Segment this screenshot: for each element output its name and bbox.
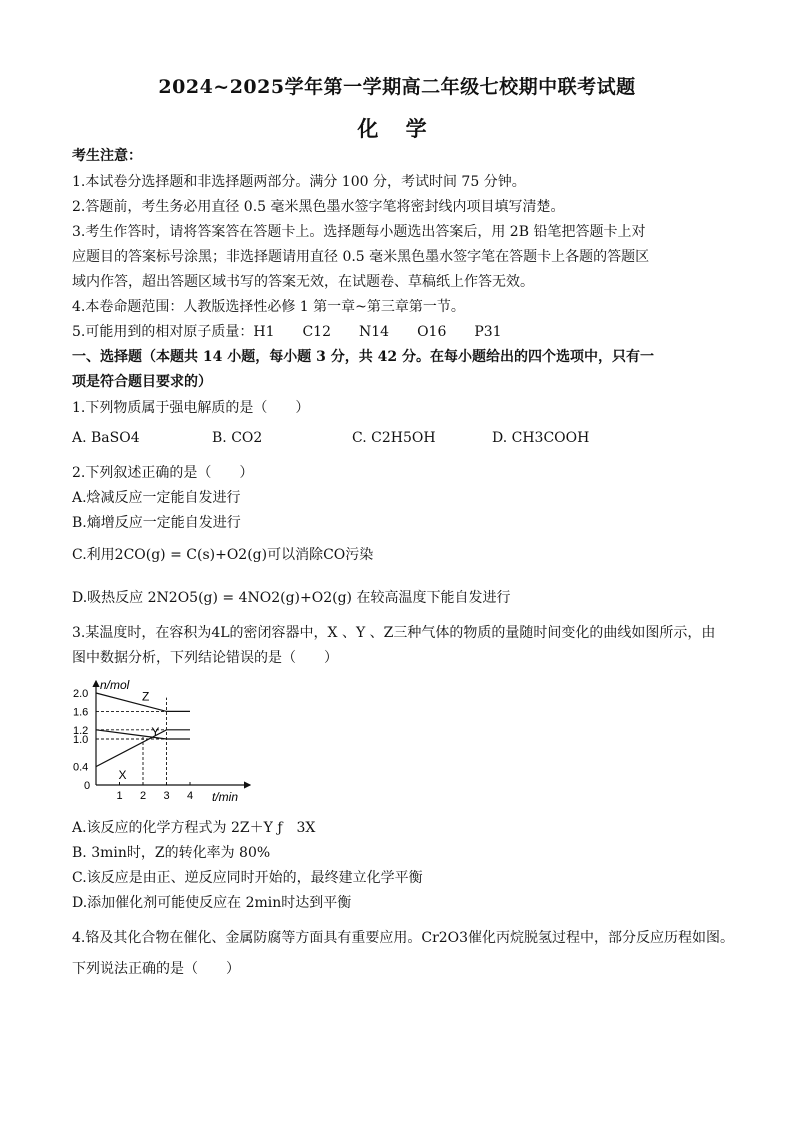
q4-stem: 4.铬及其化合物在催化、金属防腐等方面具有重要应用。Cr2O3催化丙烷脱氢过程中，部分反应历程如图。 <box>72 930 735 946</box>
x-tick-label: 1 <box>116 790 123 802</box>
x-tick-label: 2 <box>140 790 147 802</box>
y-tick-label: 1.6 <box>73 706 89 719</box>
q3-option-a: A.该反应的化学方程式为 2Z＋Y ƒ 3X <box>72 820 316 836</box>
q3-stem: 3.某温度时，在容积为4L的密闭容器中，X 、Y 、Z三种气体的物质的量随时间变化的曲线如图所示，由 <box>72 625 716 641</box>
notice-item-3-end: 域内作答，超出答题区域书写的答案无效，在试题卷、草稿纸上作答无效。 <box>72 274 534 290</box>
y-tick-label: 1.0 <box>73 734 89 746</box>
subject-title: 化 学 <box>357 116 437 141</box>
notice-item-5: 5.可能用到的相对原子质量：H1 C12 N14 O16 P31 <box>72 324 502 340</box>
q3-option-c: C.该反应是由正、逆反应同时开始的，最终建立化学平衡 <box>72 870 423 886</box>
q2-option-b: B.熵增反应一定能自发进行 <box>72 515 241 531</box>
notice-item-4: 4.本卷命题范围：人教版选择性必修 1 第一章~第三章第一节。 <box>72 299 465 315</box>
q1-option-a: A. BaSO4 <box>72 430 140 446</box>
y-tick-label: 0.4 <box>73 761 89 774</box>
q1-option-c: C. C2H5OH <box>352 430 436 446</box>
q3-option-b: B. 3min时，Z的转化率为 80% <box>72 845 271 861</box>
y-axis-label: n/mol <box>100 678 130 692</box>
notice-item-3-cont: 应题目的答案标号涂黑；非选择题请用直径 0.5 毫米黑色墨水签字笔在答题卡上各题的答题区 <box>72 249 650 265</box>
exam-title: 2024~2025学年第一学期高二年级七校期中联考试题 <box>158 76 636 98</box>
q2-option-c: C.利用2CO(g) = C(s)+O2(g)可以消除CO污染 <box>72 547 374 563</box>
q1-option-b: B. CO2 <box>212 430 263 446</box>
y-tick-label: 1.2 <box>73 724 89 737</box>
y-tick-label: 2.0 <box>73 688 89 700</box>
y-tick-label: 0 <box>84 780 91 792</box>
x-tick-label: 4 <box>187 790 194 802</box>
q2-stem: 2.下列叙述正确的是（ ） <box>72 465 254 481</box>
notice-item-2: 2.答题前，考生务必用直径 0.5 毫米黑色墨水签字笔将密封线内项目填写清楚。 <box>72 199 565 215</box>
x-tick-label: 3 <box>163 790 170 802</box>
series-label-x: X <box>118 767 127 782</box>
mole-time-chart <box>72 675 262 810</box>
notice-item-1: 1.本试卷分选择题和非选择题两部分。满分 100 分，考试时间 75 分钟。 <box>72 174 526 190</box>
q3-option-d: D.添加催化剂可能使反应在 2min时达到平衡 <box>72 895 352 911</box>
series-label-z: Z <box>141 689 150 704</box>
series-label-y: Y <box>151 725 160 740</box>
q2-option-a: A.焓减反应一定能自发进行 <box>72 490 241 506</box>
q4-stem-cont: 下列说法正确的是（ ） <box>72 961 240 977</box>
q1-option-d: D. CH3COOH <box>492 430 590 446</box>
q3-stem-cont: 图中数据分析，下列结论错误的是（ ） <box>72 650 338 666</box>
notice-item-3: 3.考生作答时，请将答案答在答题卡上。选择题每小题选出答案后，用 2B 铅笔把答题卡上对 <box>72 224 646 240</box>
x-axis-label: t/min <box>212 790 239 804</box>
section-heading: 一、选择题（本题共 14 小题，每小题 3 分，共 42 分。在每小题给出的四个选项中，只有一 <box>72 349 654 365</box>
section-heading-cont: 项是符合题目要求的） <box>72 374 212 390</box>
notice-heading: 考生注意： <box>72 148 142 164</box>
q2-option-d: D.吸热反应 2N2O5(g) = 4NO2(g)+O2(g) 在较高温度下能自发进行 <box>72 590 511 606</box>
q1-stem: 1.下列物质属于强电解质的是（ ） <box>72 400 310 416</box>
